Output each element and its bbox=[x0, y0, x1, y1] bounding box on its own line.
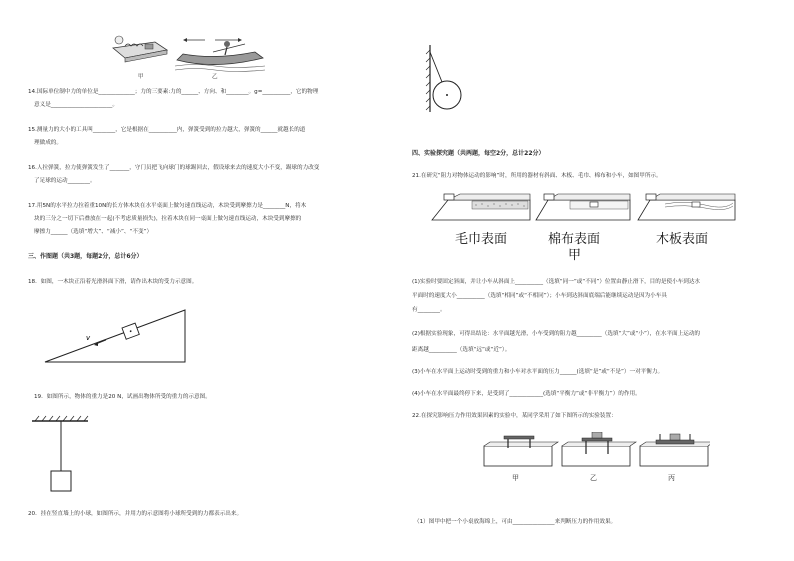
sponge-jia bbox=[484, 436, 558, 466]
q17-line3: 摩擦力______（选填“增大”、“减小”、“不变”） bbox=[34, 229, 153, 235]
velocity-label: v bbox=[86, 334, 91, 342]
q14-line2: 意义是______________________。 bbox=[34, 102, 118, 108]
figure-yi-sketch bbox=[175, 38, 265, 72]
figure-hanging-block bbox=[30, 415, 90, 500]
q21-line1: 21.在研究“阻力对物体运动的影响”时，所用的器材有斜面、木板、毛巾、棉布和小车，如图甲所示。 bbox=[412, 173, 662, 179]
q22-1-text: （1）图甲中把一个小桌放海绵上，可由_______________来判断压力的作用效果。 bbox=[414, 519, 617, 525]
q21-1-line3: 有________。 bbox=[412, 307, 446, 313]
slope-cotton bbox=[536, 194, 630, 220]
figure-jia-label: 甲 bbox=[138, 74, 144, 80]
figure-three-slopes bbox=[430, 190, 740, 225]
slope-towel bbox=[432, 194, 530, 220]
figure-sponge-tables bbox=[480, 432, 710, 472]
q21-3-text: (3)小车在水平面上运动时受到的重力和小车对水平面的压力______(选填“是”或“不是”）一对平衡力。 bbox=[412, 369, 664, 375]
caption-towel: 毛巾表面 bbox=[455, 232, 508, 247]
q16-line2: 了足球的运动________。 bbox=[34, 178, 96, 184]
caption-jia: 甲 bbox=[568, 248, 582, 263]
left-column bbox=[0, 0, 380, 561]
q18-text: 18．如图，一木块正沿着光滑斜面下滑，请作出木块的受力示意图。 bbox=[28, 279, 198, 285]
figure-wall-ball bbox=[420, 40, 470, 115]
sponge-yi bbox=[562, 432, 636, 466]
q21-1-line2: 平面时的速度大小__________（选填“相同”或“不相同”）；小车到达斜面底端后能继续运动是因为小车具 bbox=[412, 293, 667, 299]
slope-wood bbox=[638, 194, 735, 220]
q16-line1: 16.人拉弹簧，拉力使弹簧发生了_______，守门员把飞向球门的球踢回去，假设球来去的速度大小不变，踢球的力改变 bbox=[28, 165, 320, 171]
sponge-bing bbox=[640, 434, 710, 466]
q22-text: 22.在探究影响压力作用效果因素的实验中，某同学采用了如下图所示的实验装置： bbox=[412, 413, 617, 419]
q21-4-text: (4)小车在水平面最终停下来，是受到了____________(选填“平衡力”或“非平衡力”）的作用。 bbox=[412, 391, 641, 397]
q21-1-line1: (1)实验时要固定斜面，并让小车从斜面上__________（选填“同一”或“不同”）位置由静止滑下，目的是使小车到达水 bbox=[412, 279, 701, 285]
q17-line2: 块的三分之一切下后叠放在一起(不考虑质量损失)，拉着木块在同一桌面上做匀速直线运动，木块受到摩擦的 bbox=[34, 216, 302, 222]
caption-cotton: 棉布表面 bbox=[548, 232, 601, 247]
figure-incline bbox=[40, 300, 190, 370]
q15-line1: 15.测量力的大小的工具叫________，它是根据在__________内，弹簧受到的拉力越大，弹簧的______就越长的道 bbox=[28, 127, 306, 133]
q21-2-line1: (2)根据实验现象，可得出结论：水平面越光滑，小车受到的阻力越_________（选填“大”或“小”），在水平面上运动的 bbox=[412, 331, 701, 337]
caption-wood: 木板表面 bbox=[656, 232, 709, 247]
caption-sponge-jia: 甲 bbox=[512, 474, 519, 482]
q17-line1: 17.用5N的水平拉力拉着重10N的长方体木块在水平桌面上做匀速直线运动，木块受到摩擦力是________N，将木 bbox=[28, 203, 307, 209]
q15-line2: 理做成的。 bbox=[34, 140, 62, 146]
figure-jia-sketch bbox=[113, 36, 167, 62]
figure-yi-label: 乙 bbox=[212, 74, 218, 80]
figure-top-left bbox=[105, 30, 280, 75]
section-3-heading: 三、作图题（共3题，每题2分，总计6分） bbox=[28, 253, 143, 260]
q14-line1: 14.国际单位制中力的单位是_____________；力的三要素:力的______、方向、和________。g=__________，它的物理 bbox=[28, 89, 319, 95]
q19-text: 19．如图所示，物体的重力是20 N，试画出物体所受的重力的示意图。 bbox=[34, 394, 211, 400]
caption-sponge-yi: 乙 bbox=[590, 474, 597, 482]
q21-2-line2: 距离越__________（选填“远”或“近”）。 bbox=[412, 347, 511, 353]
q20-text: 20．挂在竖直墙上的小球，如图所示，并用力的示意图将小球所受到的力都表示出来。 bbox=[28, 511, 243, 517]
right-column bbox=[400, 0, 780, 561]
caption-sponge-bing: 丙 bbox=[668, 474, 675, 482]
section-4-heading: 四、实验探究题（共两题，每空2分，总计22分） bbox=[412, 150, 545, 157]
